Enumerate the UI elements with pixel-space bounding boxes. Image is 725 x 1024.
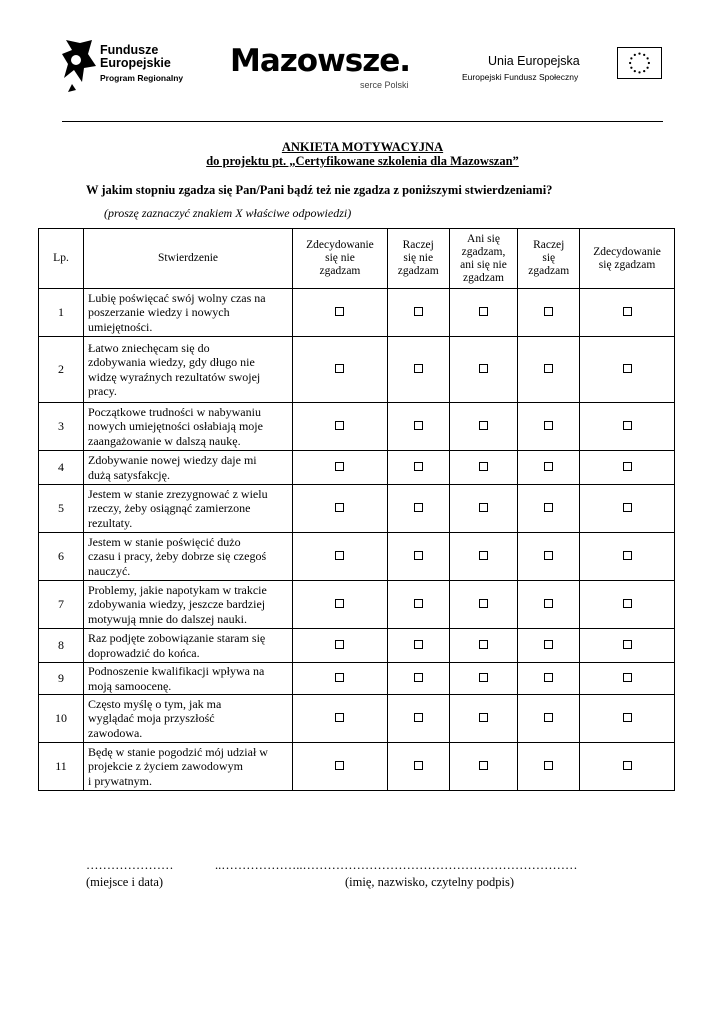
checkbox-icon[interactable] bbox=[479, 421, 488, 430]
header-option-4: Raczej się zgadzam bbox=[518, 229, 580, 289]
answer-cell-3 bbox=[449, 289, 518, 337]
checkbox-icon[interactable] bbox=[544, 761, 553, 770]
signature-label: (imię, nazwisko, czytelny podpis) bbox=[345, 875, 515, 889]
eu-star bbox=[638, 53, 640, 55]
row-number: 10 bbox=[39, 695, 84, 743]
eu-star bbox=[629, 62, 631, 64]
checkbox-icon[interactable] bbox=[479, 673, 488, 682]
row-number: 6 bbox=[39, 533, 84, 581]
row-statement bbox=[84, 403, 293, 451]
survey-instruction: (proszę zaznaczyć znakiem X właściwe odpowiedzi) bbox=[104, 206, 352, 220]
table-row bbox=[39, 533, 675, 581]
eu-star bbox=[634, 70, 636, 72]
answer-cell-1 bbox=[293, 403, 388, 451]
title-line1: ANKIETA MOTYWACYJNA bbox=[281, 140, 444, 154]
statement-line: rzeczy, żeby osiągnąć zamierzone bbox=[88, 501, 251, 516]
row-number: 3 bbox=[39, 403, 84, 451]
row-number: 1 bbox=[39, 289, 84, 337]
answer-cell-2 bbox=[387, 695, 449, 743]
answer-cell-4 bbox=[518, 695, 580, 743]
checkbox-icon[interactable] bbox=[479, 503, 488, 512]
eu-star bbox=[643, 54, 645, 56]
answer-cell-2 bbox=[387, 289, 449, 337]
answer-cell-5 bbox=[580, 743, 675, 791]
checkbox-icon[interactable] bbox=[623, 673, 632, 682]
answer-cell-2 bbox=[387, 629, 449, 663]
checkbox-icon[interactable] bbox=[479, 307, 488, 316]
header-divider bbox=[62, 121, 663, 122]
checkbox-icon[interactable] bbox=[335, 599, 344, 608]
checkbox-icon[interactable] bbox=[623, 421, 632, 430]
answer-cell-1 bbox=[293, 695, 388, 743]
answer-cell-3 bbox=[449, 743, 518, 791]
answer-cell-4 bbox=[518, 663, 580, 695]
fe-logo-line1: Fundusze bbox=[100, 43, 159, 57]
checkbox-icon[interactable] bbox=[479, 462, 488, 471]
answer-cell-1 bbox=[293, 629, 388, 663]
answer-cell-4 bbox=[518, 451, 580, 485]
place-date-dots[interactable]: ………………… bbox=[86, 858, 174, 872]
answer-cell-3 bbox=[449, 485, 518, 533]
checkbox-icon[interactable] bbox=[623, 713, 632, 722]
row-statement bbox=[84, 663, 293, 695]
checkbox-icon[interactable] bbox=[335, 673, 344, 682]
checkbox-icon[interactable] bbox=[623, 307, 632, 316]
statement-line: projekcie z życiem zawodowym bbox=[88, 759, 243, 774]
answer-cell-1 bbox=[293, 337, 388, 403]
answer-cell-5 bbox=[580, 485, 675, 533]
statement-line: Problemy, jakie napotykam w trakcie bbox=[88, 582, 267, 597]
checkbox-icon[interactable] bbox=[479, 761, 488, 770]
checkbox-icon[interactable] bbox=[335, 307, 344, 316]
checkbox-icon[interactable] bbox=[544, 421, 553, 430]
statement-line: nowych umiejętności osłabiają moje bbox=[88, 419, 263, 434]
checkbox-icon[interactable] bbox=[335, 551, 344, 560]
checkbox-icon[interactable] bbox=[623, 551, 632, 560]
checkbox-icon[interactable] bbox=[414, 364, 423, 373]
place-date-label: (miejsce i data) bbox=[86, 875, 164, 889]
statement-line: umiejętności. bbox=[88, 319, 153, 334]
ue-logo-line1: Unia Europejska bbox=[488, 54, 580, 68]
answer-cell-3 bbox=[449, 337, 518, 403]
header-lp: Lp. bbox=[39, 229, 84, 289]
fe-logo-line3: Program Regionalny bbox=[100, 73, 184, 83]
signature-name bbox=[215, 857, 578, 891]
fe-logo-line2: Europejskie bbox=[100, 56, 171, 70]
table-row bbox=[39, 663, 675, 695]
checkbox-icon[interactable] bbox=[544, 599, 553, 608]
title-line2: do projektu pt. „Certyfikowane szkolenia dla Mazowszan” bbox=[206, 154, 519, 168]
table-row bbox=[39, 289, 675, 337]
answer-cell-5 bbox=[580, 695, 675, 743]
row-number: 7 bbox=[39, 581, 84, 629]
statement-line: Jestem w stanie poświęcić dużo bbox=[88, 534, 241, 549]
statement-line: Raz podjęte zobowiązanie staram się bbox=[88, 631, 266, 645]
table-row bbox=[39, 695, 675, 743]
checkbox-icon[interactable] bbox=[414, 599, 423, 608]
answer-cell-1 bbox=[293, 581, 388, 629]
checkbox-icon[interactable] bbox=[544, 673, 553, 682]
checkbox-icon[interactable] bbox=[544, 307, 553, 316]
answer-cell-3 bbox=[449, 533, 518, 581]
row-number: 9 bbox=[39, 663, 84, 695]
answer-cell-5 bbox=[580, 533, 675, 581]
answer-cell-4 bbox=[518, 629, 580, 663]
statement-line: widzę wyraźnych rezultatów swojej bbox=[88, 369, 261, 384]
row-statement bbox=[84, 743, 293, 791]
answer-cell-4 bbox=[518, 289, 580, 337]
checkbox-icon[interactable] bbox=[623, 761, 632, 770]
fe-star-emblem-icon bbox=[62, 40, 98, 92]
statement-line: i prywatnym. bbox=[88, 773, 152, 788]
answer-cell-2 bbox=[387, 743, 449, 791]
eu-star bbox=[634, 54, 636, 56]
answer-cell-5 bbox=[580, 663, 675, 695]
answer-cell-3 bbox=[449, 581, 518, 629]
survey-table bbox=[38, 228, 675, 791]
answer-cell-2 bbox=[387, 663, 449, 695]
statement-line: dużą satysfakcję. bbox=[88, 467, 170, 482]
row-number: 5 bbox=[39, 485, 84, 533]
answer-cell-5 bbox=[580, 337, 675, 403]
statement-line: rezultaty. bbox=[88, 515, 133, 530]
answer-cell-3 bbox=[449, 403, 518, 451]
checkbox-icon[interactable] bbox=[414, 640, 423, 649]
table-row bbox=[39, 451, 675, 485]
eu-star bbox=[643, 70, 645, 72]
row-statement bbox=[84, 533, 293, 581]
table-header-row bbox=[39, 229, 675, 289]
answer-cell-1 bbox=[293, 663, 388, 695]
statement-line: Będę w stanie pogodzić mój udział w bbox=[88, 744, 268, 759]
statement-line: zdobywania wiedzy, jeszcze bardziej bbox=[88, 597, 266, 612]
checkbox-icon[interactable] bbox=[335, 421, 344, 430]
row-statement bbox=[84, 695, 293, 743]
statement-line: Łatwo zniechęcam się do bbox=[88, 340, 210, 355]
answer-cell-3 bbox=[449, 695, 518, 743]
table-row bbox=[39, 485, 675, 533]
answer-cell-5 bbox=[580, 629, 675, 663]
unia-europejska-logo bbox=[462, 47, 662, 92]
answer-cell-1 bbox=[293, 485, 388, 533]
checkbox-icon[interactable] bbox=[414, 761, 423, 770]
checkbox-icon[interactable] bbox=[623, 364, 632, 373]
page-header bbox=[0, 0, 725, 110]
answer-cell-2 bbox=[387, 533, 449, 581]
statement-line: nauczyć. bbox=[88, 563, 131, 578]
table-row bbox=[39, 337, 675, 403]
checkbox-icon[interactable] bbox=[414, 673, 423, 682]
eu-star bbox=[646, 67, 648, 69]
checkbox-icon[interactable] bbox=[623, 503, 632, 512]
statement-line: Początkowe trudności w nabywaniu bbox=[88, 404, 261, 419]
checkbox-icon[interactable] bbox=[479, 640, 488, 649]
row-number: 11 bbox=[39, 743, 84, 791]
statement-line: wyglądać moja przyszłość bbox=[88, 711, 215, 726]
checkbox-icon[interactable] bbox=[335, 364, 344, 373]
answer-cell-4 bbox=[518, 581, 580, 629]
checkbox-icon[interactable] bbox=[544, 503, 553, 512]
answer-cell-5 bbox=[580, 581, 675, 629]
statement-line: poszerzanie wiedzy i nowych bbox=[88, 305, 230, 320]
checkbox-icon[interactable] bbox=[544, 364, 553, 373]
answer-cell-4 bbox=[518, 743, 580, 791]
statement-line: zawodowa. bbox=[88, 725, 143, 740]
fundusze-europejskie-logo bbox=[62, 40, 212, 95]
statement-line: doprowadzić do końca. bbox=[88, 645, 200, 660]
answer-cell-3 bbox=[449, 629, 518, 663]
survey-question: W jakim stopniu zgadza się Pan/Pani bądź też nie zgadza z poniższymi stwierdzeniami? bbox=[86, 183, 553, 197]
answer-cell-4 bbox=[518, 533, 580, 581]
header-option-3: Ani się zgadzam, ani się nie zgadzam bbox=[449, 229, 518, 289]
table-row bbox=[39, 403, 675, 451]
header-option-2: Raczej się nie zgadzam bbox=[387, 229, 449, 289]
row-number: 8 bbox=[39, 629, 84, 663]
header-option-5: Zdecydowanie się zgadzam bbox=[580, 229, 675, 289]
answer-cell-1 bbox=[293, 451, 388, 485]
table-row bbox=[39, 743, 675, 791]
answer-cell-3 bbox=[449, 663, 518, 695]
eu-flag-icon bbox=[617, 47, 662, 79]
header-option-1: Zdecydowanie się nie zgadzam bbox=[293, 229, 388, 289]
eu-star bbox=[630, 67, 632, 69]
answer-cell-2 bbox=[387, 581, 449, 629]
checkbox-icon[interactable] bbox=[544, 462, 553, 471]
statement-line: Podnoszenie kwalifikacji wpływa na bbox=[88, 664, 265, 678]
row-number: 2 bbox=[39, 337, 84, 403]
row-statement bbox=[84, 337, 293, 403]
eu-star bbox=[648, 62, 650, 64]
mazowsze-logo bbox=[230, 38, 430, 98]
signature-dots[interactable]: ..………………..………………………………………………………… bbox=[215, 858, 578, 872]
checkbox-icon[interactable] bbox=[414, 551, 423, 560]
checkbox-icon[interactable] bbox=[335, 761, 344, 770]
checkbox-icon[interactable] bbox=[479, 599, 488, 608]
answer-cell-1 bbox=[293, 533, 388, 581]
eu-star bbox=[646, 57, 648, 59]
statement-line: zaangażowanie w dalszą naukę. bbox=[88, 433, 241, 448]
answer-cell-5 bbox=[580, 403, 675, 451]
answer-cell-3 bbox=[449, 451, 518, 485]
table-row bbox=[39, 581, 675, 629]
mazowsze-logo-subtitle: serce Polski bbox=[360, 80, 409, 90]
checkbox-icon[interactable] bbox=[544, 713, 553, 722]
checkbox-icon[interactable] bbox=[414, 462, 423, 471]
checkbox-icon[interactable] bbox=[335, 640, 344, 649]
answer-cell-4 bbox=[518, 403, 580, 451]
row-statement bbox=[84, 451, 293, 485]
statement-line: Lubię poświęcać swój wolny czas na bbox=[88, 290, 266, 305]
answer-cell-5 bbox=[580, 289, 675, 337]
answer-cell-5 bbox=[580, 451, 675, 485]
statement-line: moją samoocenę. bbox=[88, 678, 172, 693]
row-statement bbox=[84, 629, 293, 663]
checkbox-icon[interactable] bbox=[414, 421, 423, 430]
checkbox-icon[interactable] bbox=[335, 462, 344, 471]
row-number: 4 bbox=[39, 451, 84, 485]
checkbox-icon[interactable] bbox=[544, 640, 553, 649]
answer-cell-2 bbox=[387, 403, 449, 451]
statement-line: motywują mnie do dalszej nauki. bbox=[88, 611, 247, 626]
checkbox-icon[interactable] bbox=[623, 462, 632, 471]
statement-line: czasu i pracy, żeby dobrze się czegoś bbox=[88, 549, 267, 564]
checkbox-icon[interactable] bbox=[479, 713, 488, 722]
checkbox-icon[interactable] bbox=[335, 503, 344, 512]
document-title bbox=[0, 140, 725, 168]
eu-star bbox=[638, 71, 640, 73]
row-statement bbox=[84, 289, 293, 337]
statement-line: Zdobywanie nowej wiedzy daje mi bbox=[88, 453, 257, 467]
checkbox-icon[interactable] bbox=[479, 551, 488, 560]
header-statement: Stwierdzenie bbox=[84, 229, 293, 289]
checkbox-icon[interactable] bbox=[414, 713, 423, 722]
row-statement bbox=[84, 485, 293, 533]
checkbox-icon[interactable] bbox=[414, 503, 423, 512]
table-row bbox=[39, 629, 675, 663]
checkbox-icon[interactable] bbox=[479, 364, 488, 373]
checkbox-icon[interactable] bbox=[623, 599, 632, 608]
answer-cell-2 bbox=[387, 337, 449, 403]
signature-place-date bbox=[86, 857, 174, 891]
ue-logo-line2: Europejski Fundusz Społeczny bbox=[462, 72, 579, 82]
checkbox-icon[interactable] bbox=[623, 640, 632, 649]
statement-line: Jestem w stanie zrezygnować z wielu bbox=[88, 486, 268, 501]
answer-cell-4 bbox=[518, 337, 580, 403]
checkbox-icon[interactable] bbox=[544, 551, 553, 560]
row-statement bbox=[84, 581, 293, 629]
statement-line: Często myślę o tym, jak ma bbox=[88, 696, 222, 711]
statement-line: zdobywania wiedzy, gdy długo nie bbox=[88, 355, 255, 369]
mazowsze-logo-word: Mazowsze. bbox=[230, 43, 411, 79]
statement-line: pracy. bbox=[88, 384, 117, 398]
checkbox-icon[interactable] bbox=[335, 713, 344, 722]
answer-cell-2 bbox=[387, 451, 449, 485]
answer-cell-1 bbox=[293, 289, 388, 337]
eu-star bbox=[630, 57, 632, 59]
checkbox-icon[interactable] bbox=[414, 307, 423, 316]
answer-cell-2 bbox=[387, 485, 449, 533]
answer-cell-1 bbox=[293, 743, 388, 791]
answer-cell-4 bbox=[518, 485, 580, 533]
